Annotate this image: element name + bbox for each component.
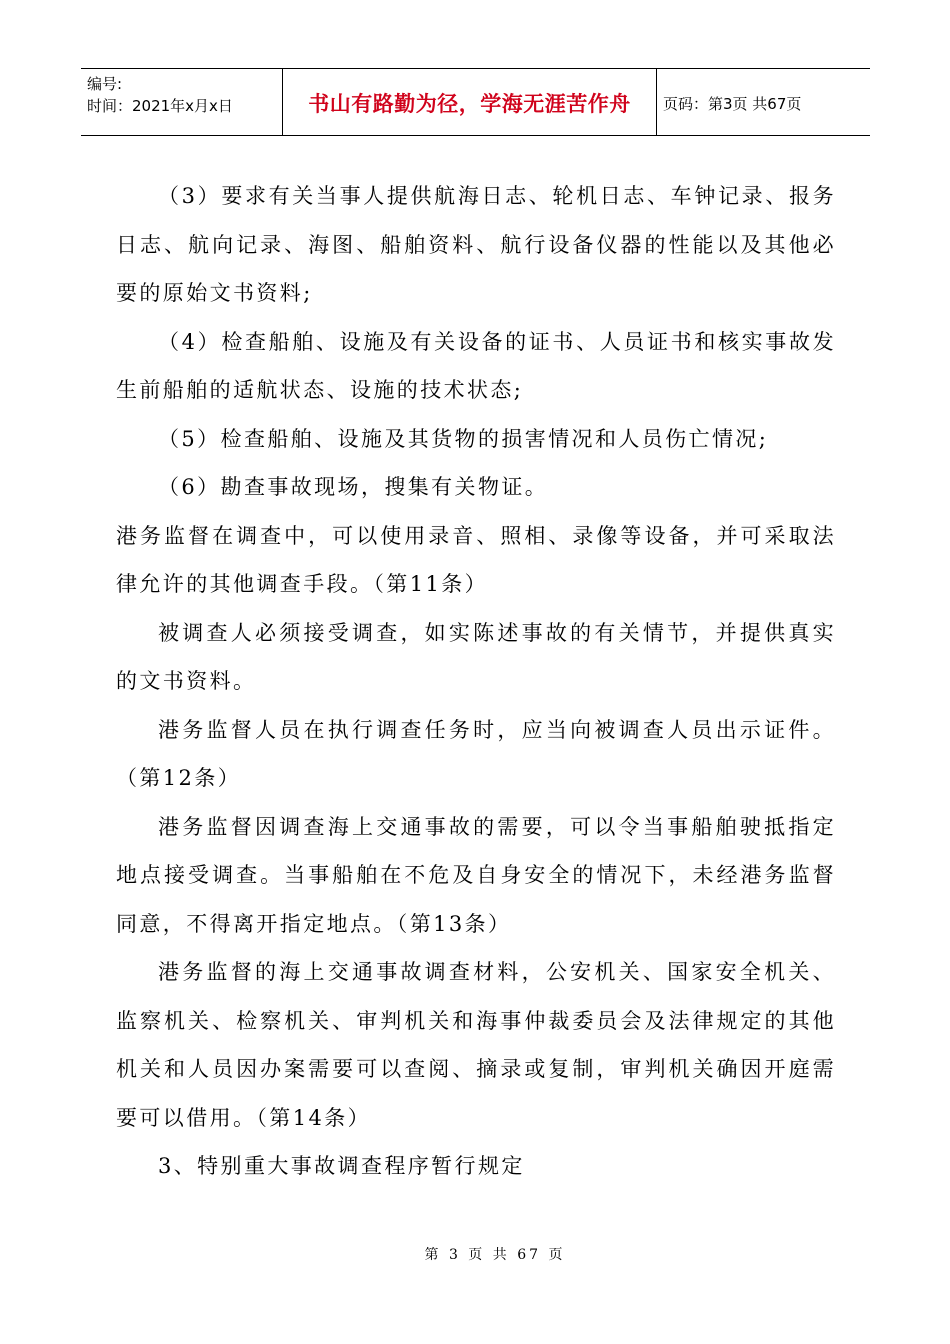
- paragraph: （3）要求有关当事人提供航海日志、轮机日志、车钟记录、报务日志、航向记录、海图、船舶资料、航行设备仪器的性能以及其他必要的原始文书资料;: [116, 184, 836, 305]
- paragraph: 港务监督在调查中，可以使用录音、照相、录像等设备，并可采取法律允许的其他调查手段。（第11条）: [116, 523, 836, 596]
- page-header: [81, 68, 870, 136]
- paragraph: 港务监督因调查海上交通事故的需要，可以令当事船舶驶抵指定地点接受调查。当事船舶在不危及自身安全的情况下，未经港务监督同意，不得离开指定地点。（第13条）: [116, 814, 836, 936]
- doc-date-label: 时间：2021年x月x日: [87, 97, 233, 115]
- header-page-info: 页码：第3页 共67页: [663, 94, 802, 113]
- paragraph: （6）勘查事故现场，搜集有关物证。: [158, 475, 549, 499]
- section-heading: 3、特别重大事故调查程序暂行规定: [158, 1154, 525, 1178]
- page-footer: 第 3 页 共 67 页: [424, 1247, 566, 1263]
- paragraph: （5）检查船舶、设施及其货物的损害情况和人员伤亡情况;: [158, 426, 769, 451]
- header-meta-cell: [81, 69, 283, 135]
- doc-number-label: 编号:: [87, 75, 123, 93]
- document-body: [116, 172, 836, 1191]
- paragraph: 被调查人必须接受调查，如实陈述事故的有关情节，并提供真实的文书资料。: [116, 620, 836, 693]
- header-motto: 书山有路勤为径，学海无涯苦作舟: [283, 69, 657, 135]
- paragraph: （4）检查船舶、设施及有关设备的证书、人员证书和核实事故发生前船舶的适航状态、设施的技术状态;: [116, 329, 836, 402]
- paragraph: 港务监督人员在执行调查任务时，应当向被调查人员出示证件。（第12条）: [116, 717, 836, 790]
- paragraph: 港务监督的海上交通事故调查材料，公安机关、国家安全机关、监察机关、检察机关、审判机关和海事仲裁委员会及法律规定的其他机关和人员因办案需要可以查阅、摘录或复制，审判机关确因开庭需要可以借用。（第14条）: [116, 960, 836, 1130]
